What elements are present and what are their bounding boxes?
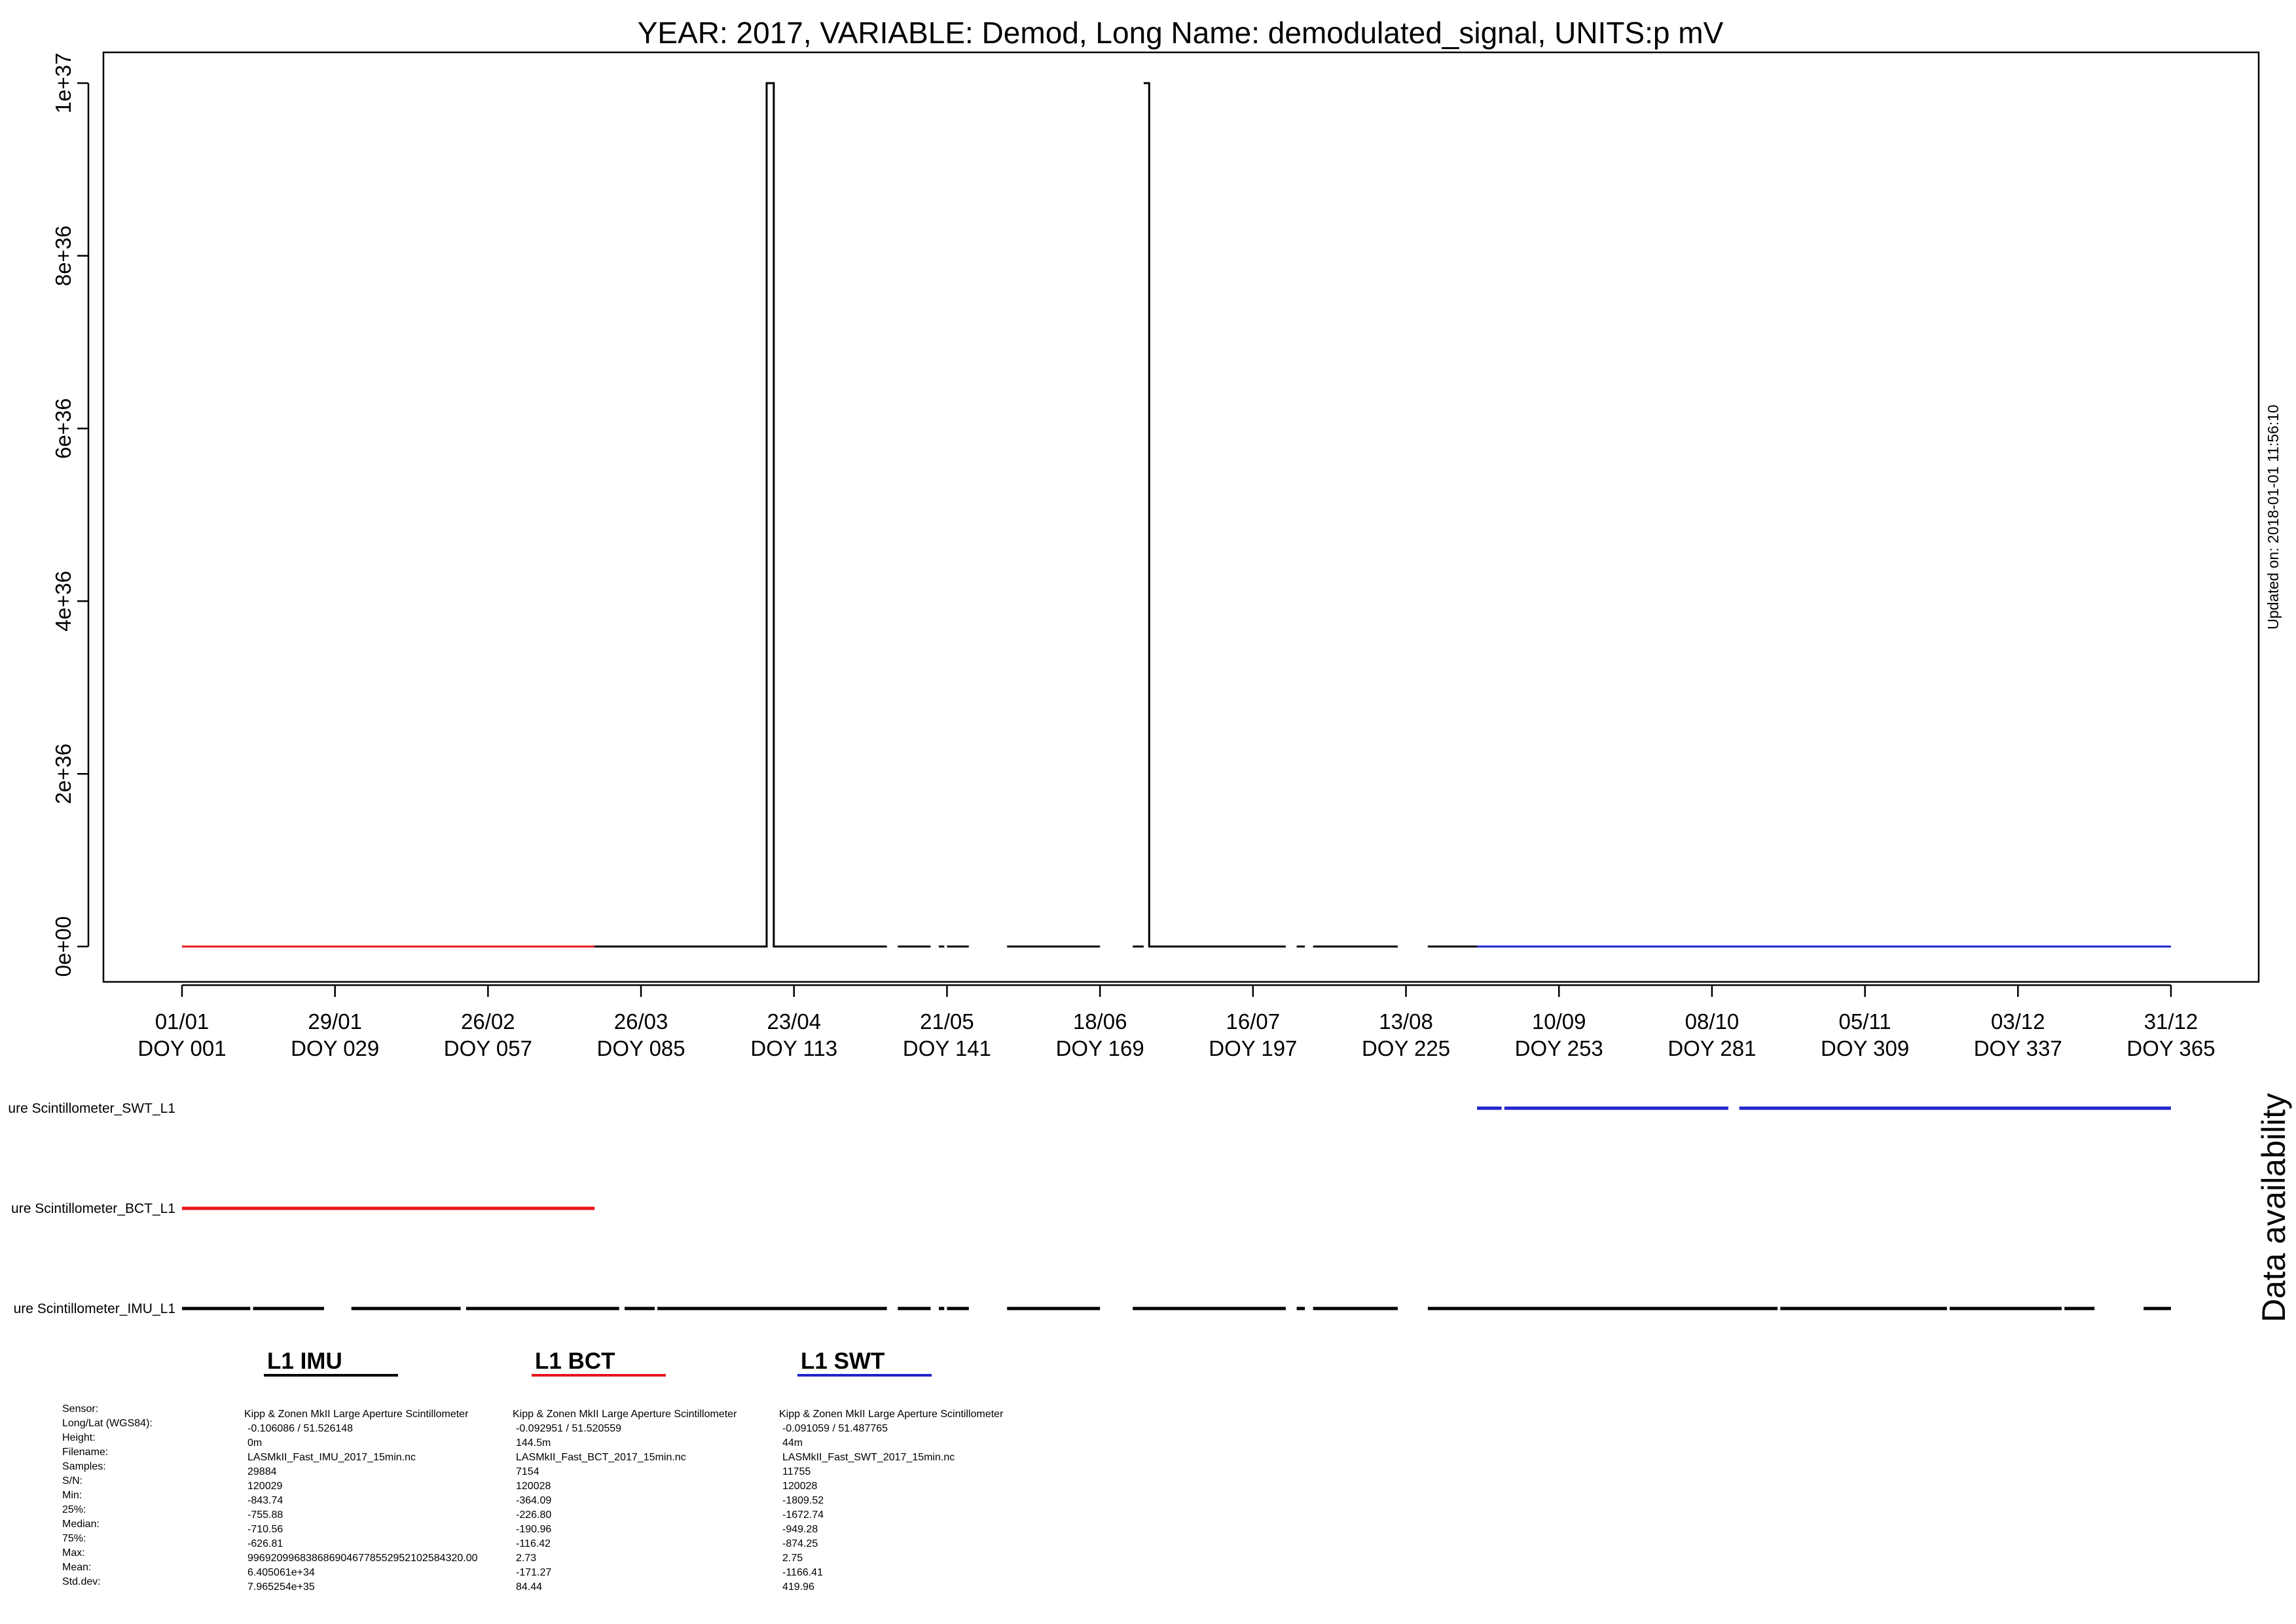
plot-frame (103, 52, 2259, 982)
info-row-label: 25%: (62, 1504, 86, 1515)
x-tick-date: 18/06 (1072, 1009, 1127, 1034)
series-line-l1-imu (182, 83, 887, 947)
y-tick-label: 4e+36 (51, 571, 75, 632)
y-tick-label: 8e+36 (51, 225, 75, 287)
x-tick-doy: DOY 253 (1514, 1036, 1603, 1060)
x-tick-doy: DOY 057 (443, 1036, 532, 1060)
availability-row-label: ure Scintillometer_IMU_L1 (13, 1301, 175, 1316)
info-cell: 120028 (782, 1481, 818, 1492)
availability-row-label: ure Scintillometer_SWT_L1 (8, 1101, 175, 1116)
x-tick-date: 26/02 (461, 1009, 515, 1034)
info-row-label: Samples: (62, 1461, 106, 1472)
x-tick-doy: DOY 197 (1209, 1036, 1298, 1060)
info-cell: Kipp & Zonen MkII Large Aperture Scintillometer (244, 1409, 469, 1420)
info-cell: 0m (247, 1437, 263, 1449)
info-cell: LASMkII_Fast_SWT_2017_15min.nc (782, 1452, 955, 1463)
info-cell: 2.75 (782, 1553, 803, 1564)
info-cell: 120028 (516, 1481, 551, 1492)
x-tick-doy: DOY 141 (902, 1036, 992, 1060)
x-tick-doy: DOY 001 (137, 1036, 227, 1060)
info-row-label: Filename: (62, 1447, 109, 1458)
info-cell: -0.091059 / 51.487765 (782, 1423, 888, 1434)
x-tick-date: 13/08 (1379, 1009, 1433, 1034)
x-tick-date: 31/12 (2143, 1009, 2198, 1034)
legend (264, 1348, 932, 1375)
info-cell: -116.42 (516, 1538, 551, 1549)
info-table (62, 1403, 1004, 1593)
info-cell: 44m (782, 1437, 803, 1449)
availability-panel (8, 1101, 2171, 1316)
x-tick-date: 08/10 (1685, 1009, 1740, 1034)
info-row-label: Long/Lat (WGS84): (62, 1418, 153, 1429)
info-cell: 6.405061e+34 (247, 1567, 315, 1578)
x-tick-doy: DOY 337 (1973, 1036, 2062, 1060)
info-row-label: Mean: (62, 1562, 92, 1573)
info-row-label: Min: (62, 1490, 82, 1501)
x-tick-doy: DOY 169 (1055, 1036, 1144, 1060)
info-cell: -0.092951 / 51.520559 (516, 1423, 622, 1434)
info-cell: -1809.52 (782, 1495, 824, 1506)
legend-label: L1 BCT (535, 1348, 615, 1374)
info-cell: -1166.41 (782, 1567, 823, 1578)
info-row-label: Max: (62, 1547, 85, 1559)
x-tick-date: 29/01 (308, 1009, 362, 1034)
availability-title: Data availability (2255, 1092, 2292, 1323)
x-tick-doy: DOY 365 (2126, 1036, 2215, 1060)
info-cell: 11755 (782, 1466, 811, 1477)
y-tick-label: 1e+37 (51, 52, 75, 114)
x-tick-date: 16/07 (1226, 1009, 1281, 1034)
x-tick-doy: DOY 225 (1361, 1036, 1451, 1060)
info-cell: Kipp & Zonen MkII Large Aperture Scintillometer (779, 1409, 1004, 1420)
info-cell: -755.88 (247, 1509, 283, 1521)
info-row-label: Height: (62, 1432, 96, 1443)
x-tick-date: 26/03 (613, 1009, 668, 1034)
x-tick-date: 01/01 (155, 1009, 210, 1034)
info-cell: LASMkII_Fast_BCT_2017_15min.nc (516, 1452, 686, 1463)
info-cell: -1672.74 (782, 1509, 824, 1521)
x-tick-doy: DOY 309 (1821, 1036, 1910, 1060)
updated-timestamp: Updated on: 2018-01-01 11:56:10 (2265, 405, 2282, 630)
y-tick-label: 2e+36 (51, 743, 75, 804)
info-cell: -226.80 (516, 1509, 552, 1521)
info-cell: -949.28 (782, 1524, 818, 1535)
series-line-l1-imu (1144, 83, 1286, 947)
info-cell: Kipp & Zonen MkII Large Aperture Scintillometer (513, 1409, 737, 1420)
info-row-label: Median: (62, 1519, 100, 1530)
x-axis (137, 985, 2215, 1060)
info-cell: 29884 (247, 1466, 277, 1477)
x-tick-doy: DOY 113 (750, 1036, 838, 1060)
info-cell: 7.965254e+35 (247, 1581, 315, 1593)
info-cell: 144.5m (516, 1437, 551, 1449)
info-cell: 419.96 (782, 1581, 814, 1593)
x-tick-date: 03/12 (1991, 1009, 2045, 1034)
x-tick-date: 23/04 (767, 1009, 822, 1034)
y-axis (51, 53, 88, 977)
info-cell: -626.81 (247, 1538, 283, 1549)
info-row-label: 75%: (62, 1533, 86, 1544)
info-cell: 7154 (516, 1466, 539, 1477)
series-layer (182, 83, 2171, 947)
legend-label: L1 IMU (267, 1348, 342, 1374)
x-tick-doy: DOY 085 (596, 1036, 685, 1060)
info-cell: -843.74 (247, 1495, 283, 1506)
info-row-label: Std.dev: (62, 1576, 101, 1587)
x-tick-date: 05/11 (1838, 1009, 1891, 1034)
x-tick-date: 10/09 (1531, 1009, 1586, 1034)
info-cell: 9969209968386869046778552952102584320.00 (247, 1553, 478, 1564)
chart-title: YEAR: 2017, VARIABLE: Demod, Long Name: demodulated_signal, UNITS:p mV (637, 16, 1724, 50)
x-tick-date: 21/05 (920, 1009, 974, 1034)
info-cell: -171.27 (516, 1567, 552, 1578)
info-cell: 2.73 (516, 1553, 537, 1564)
info-cell: -710.56 (247, 1524, 283, 1535)
y-tick-label: 6e+36 (51, 398, 75, 459)
x-tick-doy: DOY 029 (291, 1036, 380, 1060)
y-tick-label: 0e+00 (51, 916, 75, 977)
x-tick-doy: DOY 281 (1667, 1036, 1757, 1060)
info-cell: -364.09 (516, 1495, 552, 1506)
info-cell: LASMkII_Fast_IMU_2017_15min.nc (247, 1452, 416, 1463)
info-cell: -0.106086 / 51.526148 (247, 1423, 354, 1434)
info-cell: 84.44 (516, 1581, 543, 1593)
info-cell: -190.96 (516, 1524, 552, 1535)
info-row-label: S/N: (62, 1475, 83, 1487)
info-row-label: Sensor: (62, 1403, 99, 1415)
info-cell: -874.25 (782, 1538, 818, 1549)
availability-row-label: ure Scintillometer_BCT_L1 (11, 1201, 175, 1216)
legend-label: L1 SWT (801, 1348, 885, 1374)
info-cell: 120029 (247, 1481, 283, 1492)
